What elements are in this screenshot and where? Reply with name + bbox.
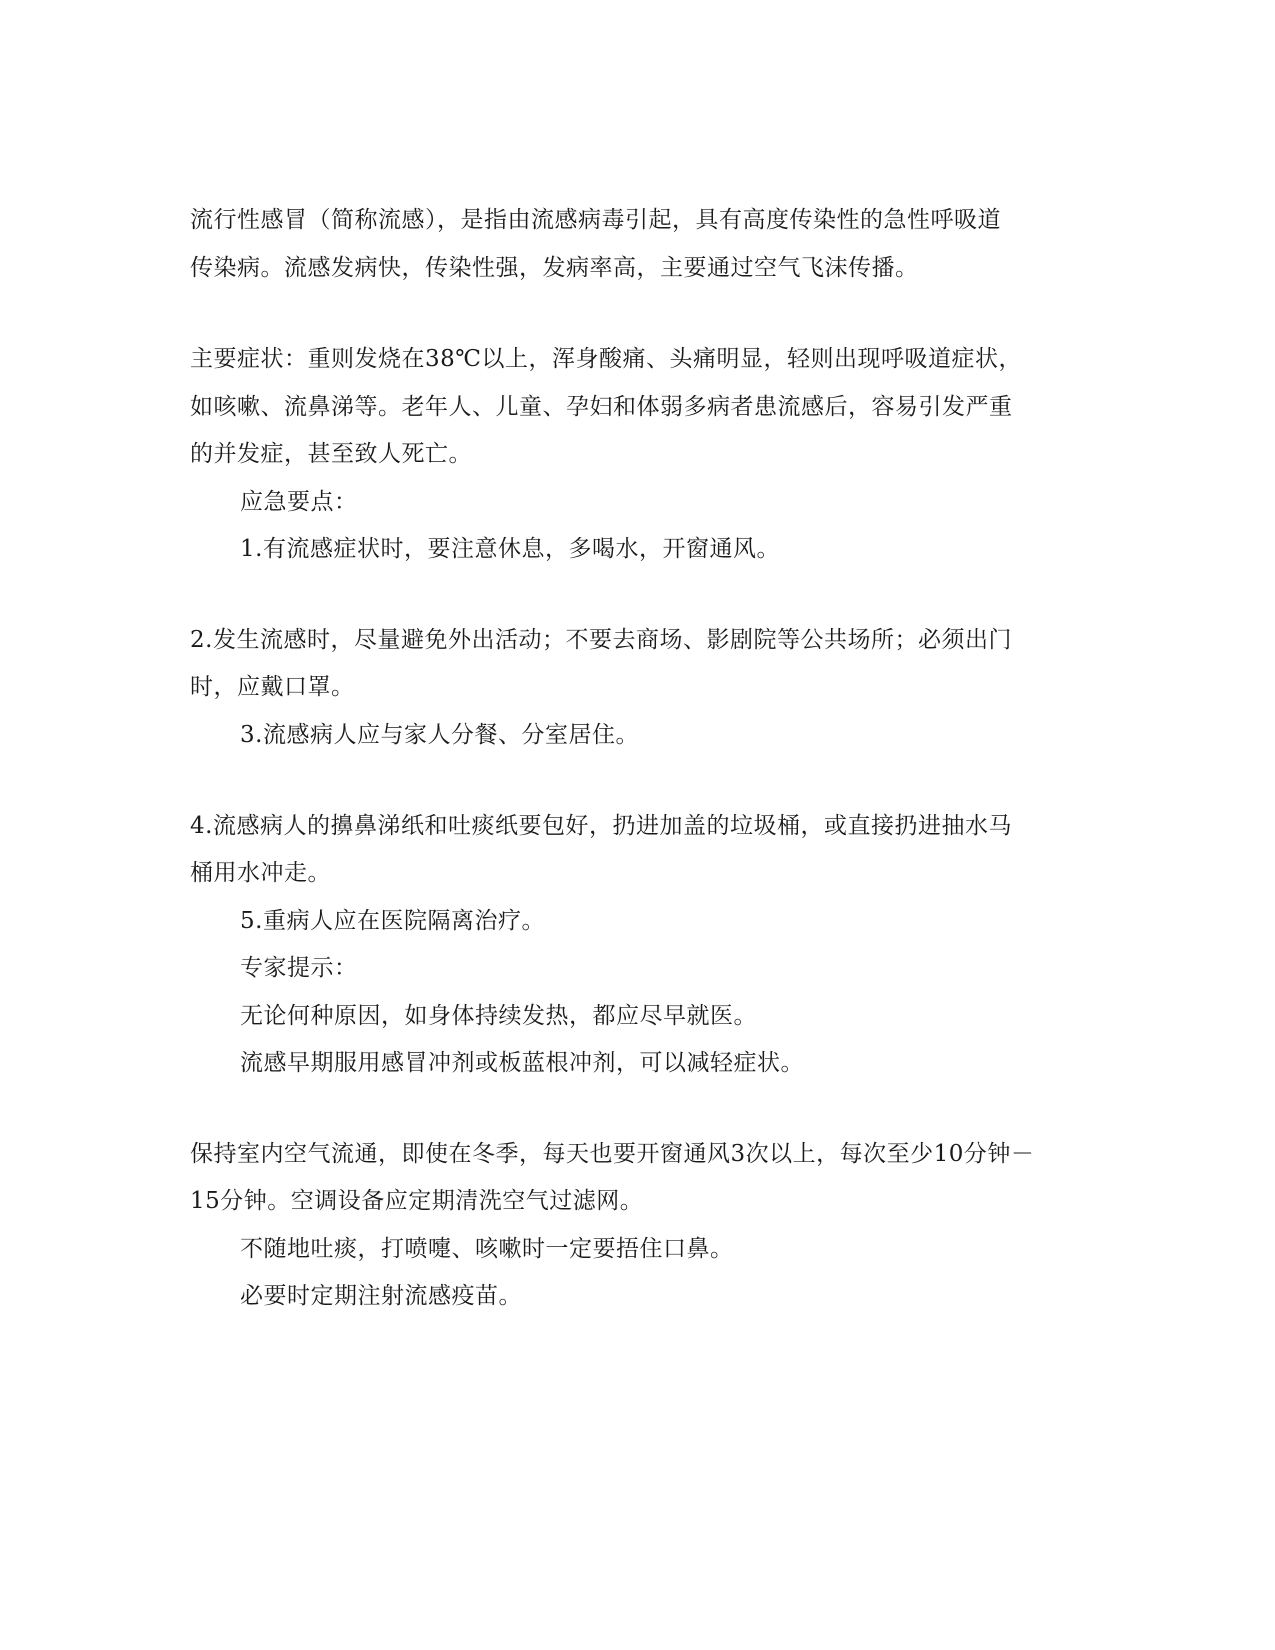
expert-tip-5: 必要时定期注射流感疫苗。: [240, 1283, 522, 1309]
emergency-heading: 应急要点：: [240, 489, 358, 515]
expert-tip-3-line-1: 保持室内空气流通，即使在冬季，每天也要开窗通风3次以上，每次至少10分钟－: [190, 1141, 1035, 1167]
expert-heading: 专家提示：: [240, 955, 358, 981]
emergency-item-4-line-1: 4.流感病人的擤鼻涕纸和吐痰纸要包好，扔进加盖的垃圾桶，或直接扔进抽水马: [190, 813, 1012, 839]
emergency-item-3: 3.流感病人应与家人分餐、分室居住。: [240, 722, 639, 748]
intro-paragraph-line-2: 传染病。流感发病快，传染性强，发病率高，主要通过空气飞沫传播。: [190, 255, 919, 281]
expert-tip-2: 流感早期服用感冒冲剂或板蓝根冲剂，可以减轻症状。: [240, 1050, 804, 1076]
emergency-item-5: 5.重病人应在医院隔离治疗。: [240, 908, 545, 934]
symptoms-paragraph-line-2: 如咳嗽、流鼻涕等。老年人、儿童、孕妇和体弱多病者患流感后，容易引发严重: [190, 394, 1013, 420]
intro-paragraph-line-1: 流行性感冒（简称流感），是指由流感病毒引起，具有高度传染性的急性呼吸道: [190, 207, 1001, 233]
symptoms-paragraph-line-3: 的并发症，甚至致人死亡。: [190, 441, 472, 467]
symptoms-paragraph-line-1: 主要症状：重则发烧在38℃以上，浑身酸痛、头痛明显，轻则出现呼吸道症状，: [190, 346, 1022, 372]
emergency-item-2-line-1: 2.发生流感时，尽量避免外出活动；不要去商场、影剧院等公共场所；必须出门: [190, 627, 1012, 653]
emergency-item-1: 1.有流感症状时，要注意休息，多喝水，开窗通风。: [240, 536, 780, 562]
emergency-item-4-line-2: 桶用水冲走。: [190, 860, 331, 886]
emergency-item-2-line-2: 时，应戴口罩。: [190, 674, 355, 700]
expert-tip-4: 不随地吐痰，打喷嚏、咳嗽时一定要捂住口鼻。: [240, 1236, 734, 1262]
expert-tip-3-line-2: 15分钟。空调设备应定期清洗空气过滤网。: [190, 1188, 644, 1214]
expert-tip-1: 无论何种原因，如身体持续发热，都应尽早就医。: [240, 1003, 757, 1029]
